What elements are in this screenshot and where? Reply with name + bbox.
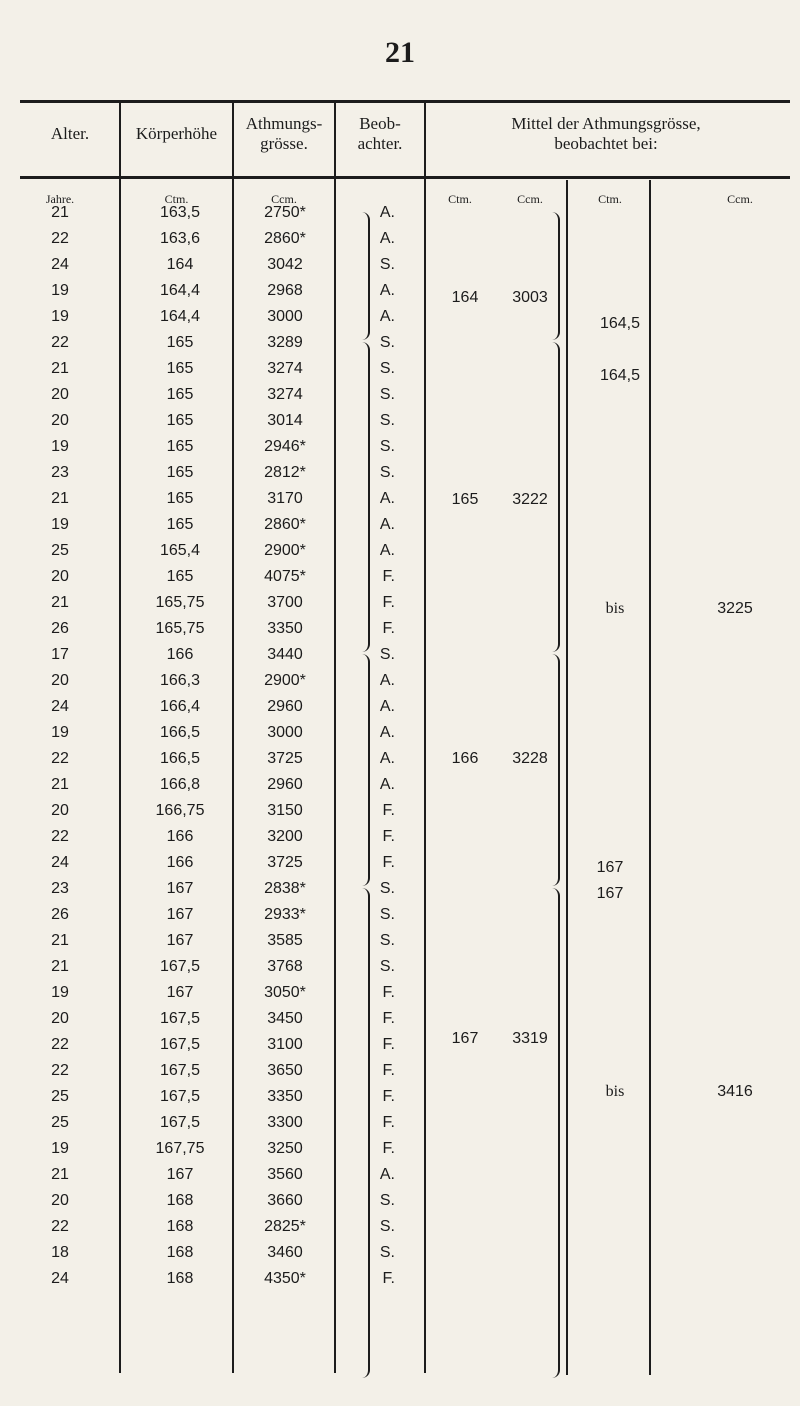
observer-cell: S. [379, 256, 395, 273]
capacity-cell: 2838* [264, 880, 306, 897]
height-cell: 165 [166, 490, 194, 507]
capacity-cell: 2812* [264, 464, 306, 481]
range-2-ccm: 3416 [717, 1083, 753, 1100]
height-cell: 167,5 [159, 1062, 201, 1079]
observer-cell: S. [379, 646, 395, 663]
top-rule [20, 100, 790, 103]
capacity-cell: 3050* [264, 984, 306, 1001]
height-cell: 165,4 [159, 542, 201, 559]
age-cell: 26 [51, 620, 69, 637]
table-row [0, 490, 800, 516]
height-cell: 165 [166, 360, 194, 377]
table-row [0, 698, 800, 724]
table-row [0, 802, 800, 828]
height-cell: 166,5 [159, 750, 201, 767]
age-cell: 20 [51, 672, 69, 689]
observer-cell: A. [379, 490, 395, 507]
age-cell: 26 [51, 906, 69, 923]
observer-cell: F. [382, 854, 395, 871]
header-height: Körperhöhe [135, 124, 218, 143]
table-row [0, 1088, 800, 1114]
height-cell: 167,5 [159, 1114, 201, 1131]
table-row [0, 1114, 800, 1140]
observer-cell: S. [379, 932, 395, 949]
brace-mean-3 [552, 654, 560, 886]
height-cell: 167 [166, 880, 194, 897]
capacity-cell: 4075* [264, 568, 306, 585]
table-row [0, 1244, 800, 1270]
age-cell: 25 [51, 1088, 69, 1105]
height-cell: 164,4 [159, 282, 201, 299]
table-row [0, 646, 800, 672]
capacity-cell: 2933* [264, 906, 306, 923]
observer-cell: F. [382, 594, 395, 611]
table-row [0, 828, 800, 854]
height-cell: 167 [166, 906, 194, 923]
age-cell: 19 [51, 282, 69, 299]
unit-height: Ctm. [164, 192, 189, 206]
height-cell: 166 [166, 646, 194, 663]
range-1-from: 164,5 [599, 315, 641, 332]
observer-cell: A. [379, 750, 395, 767]
age-cell: 25 [51, 542, 69, 559]
range-1-word: bis [605, 600, 625, 617]
group-3-ctm: 166 [451, 750, 479, 767]
age-cell: 21 [51, 958, 69, 975]
height-cell: 165 [166, 438, 194, 455]
age-cell: 21 [51, 932, 69, 949]
age-cell: 21 [51, 594, 69, 611]
brace-observer-2 [362, 342, 370, 652]
unit-age: Jahre. [45, 192, 75, 206]
height-cell: 166,3 [159, 672, 201, 689]
height-cell: 165 [166, 464, 194, 481]
range-2-to: 167 [596, 885, 624, 902]
height-cell: 165,75 [155, 620, 205, 637]
range-1-to: 167 [596, 859, 624, 876]
table-row [0, 880, 800, 906]
capacity-cell: 3725 [267, 750, 303, 767]
height-cell: 165 [166, 568, 194, 585]
height-cell: 164 [166, 256, 194, 273]
observer-cell: F. [382, 1270, 395, 1287]
capacity-cell: 2960 [267, 776, 303, 793]
table-row [0, 308, 800, 334]
capacity-cell: 3350 [267, 620, 303, 637]
group-2-ctm: 165 [451, 491, 479, 508]
height-cell: 167,5 [159, 1036, 201, 1053]
brace-mean-4 [552, 888, 560, 1378]
unit-mean-ctm: Ctm. [448, 192, 472, 206]
observer-cell: S. [379, 1218, 395, 1235]
height-cell: 163,5 [159, 204, 201, 221]
capacity-cell: 3768 [267, 958, 303, 975]
capacity-cell: 3660 [267, 1192, 303, 1209]
header-capacity: Athmungs- grösse. [245, 114, 323, 153]
capacity-cell: 3000 [267, 308, 303, 325]
capacity-cell: 3274 [267, 386, 303, 403]
table-row [0, 360, 800, 386]
age-cell: 19 [51, 516, 69, 533]
observer-cell: A. [379, 542, 395, 559]
table-row [0, 412, 800, 438]
observer-cell: F. [382, 828, 395, 845]
observer-cell: S. [379, 880, 395, 897]
capacity-cell: 3725 [267, 854, 303, 871]
observer-cell: S. [379, 464, 395, 481]
height-cell: 165 [166, 386, 194, 403]
table-row [0, 724, 800, 750]
observer-cell: A. [379, 282, 395, 299]
age-cell: 22 [51, 1218, 69, 1235]
table-row [0, 568, 800, 594]
height-cell: 167,5 [159, 1088, 201, 1105]
range-1-ccm: 3225 [717, 600, 753, 617]
capacity-cell: 3042 [267, 256, 303, 273]
table-row [0, 672, 800, 698]
unit-capacity: Ccm. [271, 192, 297, 206]
observer-cell: S. [379, 386, 395, 403]
height-cell: 165 [166, 412, 194, 429]
age-cell: 19 [51, 724, 69, 741]
table-row [0, 1218, 800, 1244]
unit-range-ccm: Ccm. [727, 192, 753, 206]
height-cell: 167 [166, 1166, 194, 1183]
age-cell: 19 [51, 308, 69, 325]
age-cell: 18 [51, 1244, 69, 1261]
height-cell: 168 [166, 1244, 194, 1261]
age-cell: 22 [51, 230, 69, 247]
table-row [0, 464, 800, 490]
observer-cell: A. [379, 308, 395, 325]
observer-cell: F. [382, 1088, 395, 1105]
capacity-cell: 2968 [267, 282, 303, 299]
observer-cell: A. [379, 724, 395, 741]
height-cell: 164,4 [159, 308, 201, 325]
observer-cell: F. [382, 1140, 395, 1157]
observer-cell: A. [379, 204, 395, 221]
height-cell: 167,5 [159, 958, 201, 975]
age-cell: 21 [51, 490, 69, 507]
observer-cell: S. [379, 412, 395, 429]
unit-mean-ccm: Ccm. [517, 192, 543, 206]
age-cell: 17 [51, 646, 69, 663]
age-cell: 19 [51, 438, 69, 455]
capacity-cell: 2946* [264, 438, 306, 455]
age-cell: 21 [51, 1166, 69, 1183]
table-row [0, 594, 800, 620]
observer-cell: S. [379, 1244, 395, 1261]
range-2-word: bis [605, 1083, 625, 1100]
capacity-cell: 2900* [264, 542, 306, 559]
height-cell: 168 [166, 1218, 194, 1235]
table-row [0, 932, 800, 958]
observer-cell: A. [379, 230, 395, 247]
table-row [0, 542, 800, 568]
capacity-cell: 2960 [267, 698, 303, 715]
capacity-cell: 3289 [267, 334, 303, 351]
group-3-ccm: 3228 [512, 750, 548, 767]
brace-observer-3 [362, 654, 370, 886]
table-row [0, 516, 800, 542]
table-row [0, 334, 800, 360]
observer-cell: S. [379, 438, 395, 455]
table-row [0, 1192, 800, 1218]
age-cell: 24 [51, 698, 69, 715]
capacity-cell: 3250 [267, 1140, 303, 1157]
capacity-cell: 3150 [267, 802, 303, 819]
observer-cell: F. [382, 984, 395, 1001]
header-age: Alter. [50, 124, 90, 143]
observer-cell: F. [382, 802, 395, 819]
table-row [0, 1166, 800, 1192]
observer-cell: S. [379, 1192, 395, 1209]
capacity-cell: 3350 [267, 1088, 303, 1105]
age-cell: 25 [51, 1114, 69, 1131]
header-observer: Beob- achter. [357, 114, 403, 153]
height-cell: 168 [166, 1270, 194, 1287]
brace-observer-1 [362, 212, 370, 340]
height-cell: 167,5 [159, 1010, 201, 1027]
age-cell: 24 [51, 256, 69, 273]
observer-cell: A. [379, 672, 395, 689]
age-cell: 21 [51, 204, 69, 221]
age-cell: 22 [51, 1036, 69, 1053]
capacity-cell: 3300 [267, 1114, 303, 1131]
capacity-cell: 3440 [267, 646, 303, 663]
capacity-cell: 3650 [267, 1062, 303, 1079]
group-1-ctm: 164 [451, 289, 479, 306]
observer-cell: S. [379, 360, 395, 377]
height-cell: 165,75 [155, 594, 205, 611]
header-mean: Mittel der Athmungsgrösse, beobachtet bei: [511, 114, 701, 153]
table-row [0, 854, 800, 880]
capacity-cell: 2900* [264, 672, 306, 689]
observer-cell: A. [379, 1166, 395, 1183]
capacity-cell: 3460 [267, 1244, 303, 1261]
height-cell: 166,5 [159, 724, 201, 741]
table-row [0, 958, 800, 984]
age-cell: 23 [51, 880, 69, 897]
header-rule [20, 176, 790, 179]
observer-cell: A. [379, 698, 395, 715]
height-cell: 167,75 [155, 1140, 205, 1157]
table-row [0, 1140, 800, 1166]
observer-cell: F. [382, 620, 395, 637]
capacity-cell: 2860* [264, 516, 306, 533]
age-cell: 21 [51, 776, 69, 793]
observer-cell: A. [379, 776, 395, 793]
capacity-cell: 3100 [267, 1036, 303, 1053]
table-row [0, 230, 800, 256]
observer-cell: S. [379, 906, 395, 923]
table-row [0, 906, 800, 932]
group-4-ctm: 167 [451, 1030, 479, 1047]
capacity-cell: 2750* [264, 204, 306, 221]
table-row [0, 1010, 800, 1036]
age-cell: 20 [51, 1010, 69, 1027]
table-row [0, 282, 800, 308]
table-row [0, 776, 800, 802]
capacity-cell: 3200 [267, 828, 303, 845]
age-cell: 23 [51, 464, 69, 481]
table-row [0, 1270, 800, 1296]
height-cell: 167 [166, 932, 194, 949]
capacity-cell: 3700 [267, 594, 303, 611]
table-row [0, 386, 800, 412]
height-cell: 166 [166, 828, 194, 845]
observer-cell: F. [382, 1114, 395, 1131]
height-cell: 165 [166, 516, 194, 533]
height-cell: 166,8 [159, 776, 201, 793]
table-row [0, 438, 800, 464]
table-row [0, 256, 800, 282]
capacity-cell: 3274 [267, 360, 303, 377]
capacity-cell: 4350* [264, 1270, 306, 1287]
height-cell: 165 [166, 334, 194, 351]
page-number: 21 [385, 36, 415, 69]
height-cell: 166 [166, 854, 194, 871]
age-cell: 19 [51, 984, 69, 1001]
height-cell: 163,6 [159, 230, 201, 247]
capacity-cell: 2860* [264, 230, 306, 247]
table-row [0, 984, 800, 1010]
brace-mean-2 [552, 342, 560, 652]
capacity-cell: 2825* [264, 1218, 306, 1235]
table-row [0, 750, 800, 776]
observer-cell: F. [382, 1010, 395, 1027]
age-cell: 22 [51, 1062, 69, 1079]
observer-cell: F. [382, 568, 395, 585]
age-cell: 24 [51, 854, 69, 871]
unit-range-ctm: Ctm. [598, 192, 622, 206]
observer-cell: F. [382, 1062, 395, 1079]
age-cell: 20 [51, 568, 69, 585]
observer-cell: S. [379, 958, 395, 975]
observer-cell: F. [382, 1036, 395, 1053]
brace-mean-1 [552, 212, 560, 340]
age-cell: 22 [51, 334, 69, 351]
range-2-from: 164,5 [599, 367, 641, 384]
age-cell: 21 [51, 360, 69, 377]
age-cell: 20 [51, 386, 69, 403]
height-cell: 166,4 [159, 698, 201, 715]
capacity-cell: 3014 [267, 412, 303, 429]
age-cell: 22 [51, 828, 69, 845]
capacity-cell: 3450 [267, 1010, 303, 1027]
observer-cell: A. [379, 516, 395, 533]
group-2-ccm: 3222 [512, 491, 548, 508]
observer-cell: S. [379, 334, 395, 351]
table-row [0, 620, 800, 646]
group-4-ccm: 3319 [512, 1030, 548, 1047]
age-cell: 22 [51, 750, 69, 767]
brace-observer-4 [362, 888, 370, 1378]
age-cell: 19 [51, 1140, 69, 1157]
capacity-cell: 3000 [267, 724, 303, 741]
height-cell: 168 [166, 1192, 194, 1209]
table-row [0, 1036, 800, 1062]
height-cell: 166,75 [155, 802, 205, 819]
height-cell: 167 [166, 984, 194, 1001]
table-row [0, 204, 800, 230]
table-row [0, 1062, 800, 1088]
capacity-cell: 3170 [267, 490, 303, 507]
age-cell: 20 [51, 802, 69, 819]
age-cell: 24 [51, 1270, 69, 1287]
capacity-cell: 3585 [267, 932, 303, 949]
capacity-cell: 3560 [267, 1166, 303, 1183]
age-cell: 20 [51, 412, 69, 429]
group-1-ccm: 3003 [512, 289, 548, 306]
age-cell: 20 [51, 1192, 69, 1209]
